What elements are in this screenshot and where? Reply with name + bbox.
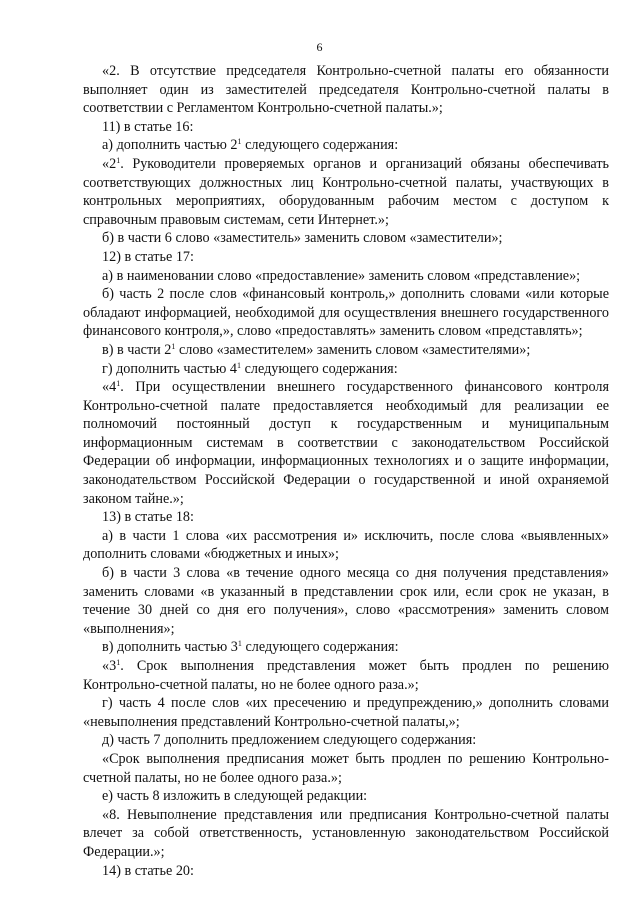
paragraph-text: следующего содержания: <box>241 360 398 377</box>
paragraph-text: а) в части 1 слова «их рассмотрения и» исключить, после слова «выявленных» дополнить словами «бюджетных и иных»; <box>83 527 609 563</box>
paragraph-text: 11) в статье 16: <box>102 118 194 135</box>
paragraph <box>83 508 609 527</box>
paragraph-text: . Срок выполнения представления может быть продлен по решению Контрольно-счетной палаты, но не более одного раза.»; <box>83 658 609 693</box>
paragraph-text: 13) в статье 18: <box>102 509 194 526</box>
paragraph-text: а) в наименовании слово «предоставление» заменить словом «представление»; <box>102 267 581 284</box>
paragraph <box>83 267 609 286</box>
paragraph <box>83 136 609 155</box>
paragraph <box>83 564 609 638</box>
paragraph <box>83 657 609 694</box>
superscript: 1 <box>237 137 242 147</box>
superscript: 1 <box>171 341 176 351</box>
paragraph <box>83 248 609 267</box>
paragraph <box>83 787 609 806</box>
paragraph <box>83 378 609 508</box>
paragraph <box>83 862 609 881</box>
paragraph-text: г) дополнить частью 4 <box>102 360 238 377</box>
page-number: 6 <box>316 40 323 54</box>
paragraph <box>83 638 609 657</box>
paragraph-text: «8. Невыполнение представления или предписания Контрольно-счетной палаты влечет за собой ответственность, установленную законодательством Российской Федерации.»; <box>83 806 609 860</box>
paragraph-text: . Руководители проверяемых органов и организаций обязаны обеспечивать соответствующих должностных лиц Контрольно-счетной палаты, участвующих в контрольных мероприятиях, оборудованным рабочим местом с доступом к справочным правовым системам, сети Интернет.»; <box>83 155 609 228</box>
paragraph-text: 12) в статье 17: <box>102 248 194 265</box>
paragraph-text: б) часть 2 после слов «финансовый контроль,» дополнить словами «или которые обладают информацией, необходимой для осуществления внешнего государственного финансового контроля,», слово «предоставлять» заменить словом «представлять»; <box>83 286 609 340</box>
superscript: 1 <box>237 639 242 649</box>
paragraph-text: «Срок выполнения предписания может быть продлен по решению Контрольно-счетной палаты, но не более одного раза.»; <box>83 750 609 786</box>
paragraph <box>83 750 609 787</box>
superscript: 1 <box>116 658 121 667</box>
paragraph-text: б) в части 3 слова «в течение одного месяца со дня получения представления» заменить словами «в указанный в представлении срок или, если срок не указан, в течение 30 дней со дня его получения», слово «рассмотрения» заменить словом «выполнения»; <box>83 565 609 637</box>
paragraph <box>83 360 609 379</box>
paragraph-text: «3 <box>102 658 117 674</box>
paragraph-text: в) в части 2 <box>102 341 172 358</box>
superscript: 1 <box>237 360 242 370</box>
paragraph-text: д) часть 7 дополнить предложением следующего содержания: <box>102 732 477 749</box>
paragraph-text: слово «заместителем» заменить словом «заместителями»; <box>175 341 531 358</box>
superscript: 1 <box>116 379 121 389</box>
paragraph <box>83 62 609 118</box>
paragraph-text: следующего содержания: <box>241 639 399 656</box>
paragraph-text: следующего содержания: <box>241 137 399 154</box>
paragraph-text: 14) в статье 20: <box>102 862 194 879</box>
paragraph <box>83 155 609 229</box>
paragraph <box>83 527 609 564</box>
paragraph-text: г) часть 4 после слов «их пресечению и предупреждению,» дополнить словами «невыполнения представлений Контрольно-счетной палаты,»; <box>83 695 609 730</box>
paragraph <box>83 731 609 750</box>
paragraph-text: в) дополнить частью 3 <box>102 639 238 656</box>
paragraph-text: . При осуществлении внешнего государственного финансового контроля Контрольно-счетной палате предоставляется необходимый для реализации ее полномочий постоянный доступ к государственным и муниципальным информационным системам в соответствии с законодательством Российской Федерации об информации, информационных технологиях и о защите информации, законодательством Российской Федерации о государственной и иной охраняемой законом тайне.»; <box>83 379 609 507</box>
paragraph-text: б) в части 6 слово «заместитель» заменить словом «заместители»; <box>102 230 503 247</box>
paragraph-text: «2. В отсутствие председателя Контрольно-счетной палаты его обязанности выполняет один из заместителей председателя Контрольно-счетной палаты в соответствии с Регламентом Контрольно-счетной палаты.»; <box>83 63 609 117</box>
superscript: 1 <box>116 155 121 165</box>
paragraph <box>83 229 609 248</box>
document-body <box>83 62 609 880</box>
paragraph <box>83 118 609 137</box>
paragraph-text: е) часть 8 изложить в следующей редакции: <box>102 788 368 805</box>
paragraph-text: «4 <box>102 379 117 396</box>
paragraph-text: а) дополнить частью 2 <box>102 137 238 154</box>
paragraph-text: «2 <box>102 155 117 172</box>
paragraph <box>83 285 609 341</box>
paragraph <box>83 341 609 360</box>
paragraph <box>83 694 609 731</box>
paragraph <box>83 806 609 862</box>
